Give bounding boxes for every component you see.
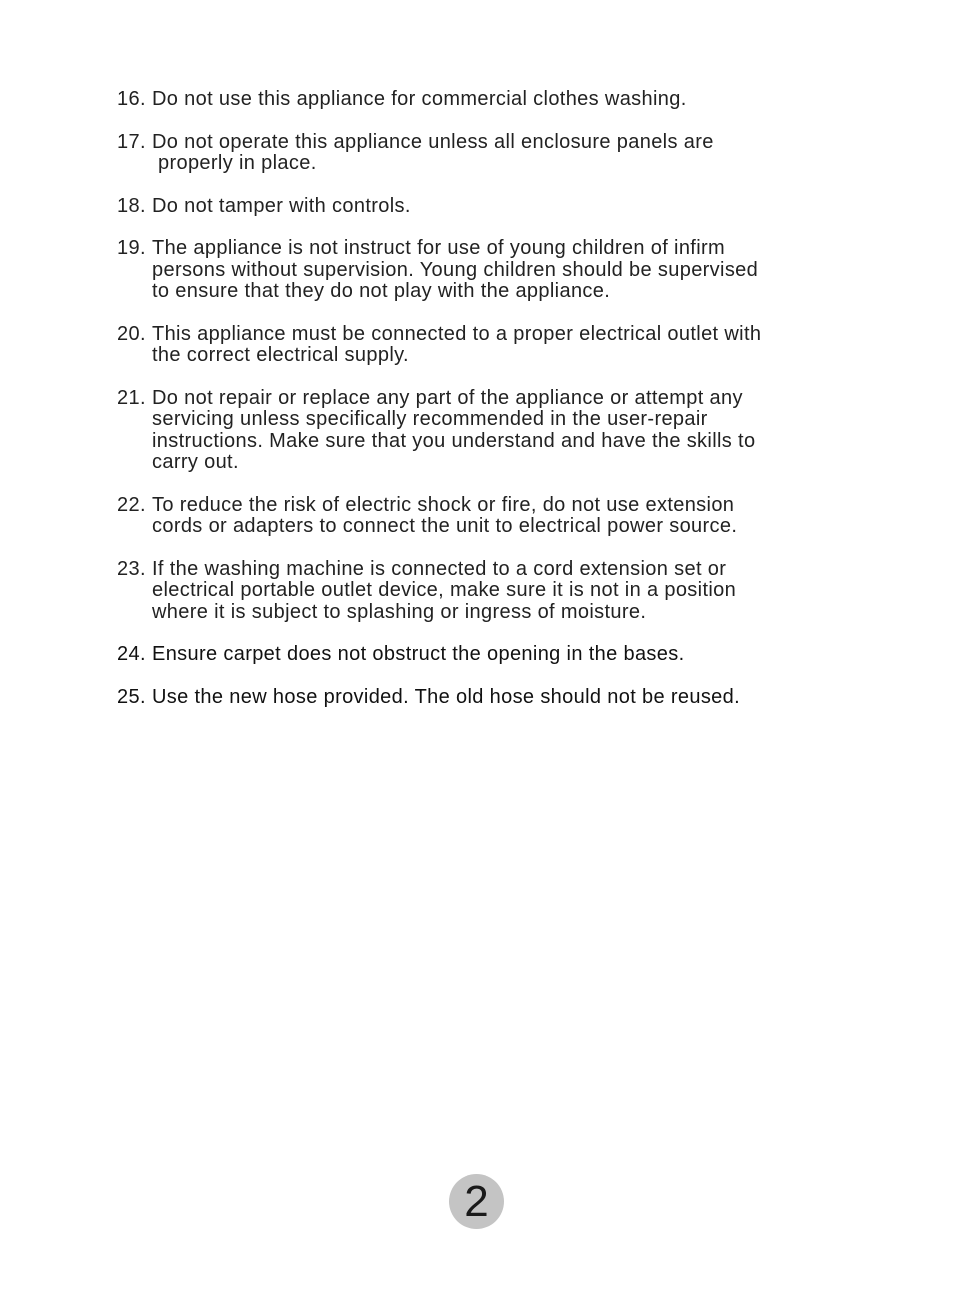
- item-text-line: properly in place.: [158, 152, 317, 174]
- list-item-16: [117, 89, 847, 111]
- item-text: [152, 559, 847, 624]
- item-text-line: carry out.: [152, 451, 239, 473]
- item-text-line: To reduce the risk of electric shock or fire, do not use extension: [152, 493, 735, 516]
- item-text: [152, 324, 847, 367]
- item-text-line: servicing unless specifically recommended in the user-repair: [152, 408, 708, 430]
- item-text-line: electrical portable outlet device, make sure it is not in a position: [152, 579, 737, 601]
- item-text: [152, 238, 847, 303]
- item-number: 23.: [117, 557, 146, 580]
- list-item-23: [117, 559, 847, 624]
- list-item-25: [117, 687, 847, 709]
- item-text-line: This appliance must be connected to a proper electrical outlet with: [152, 322, 762, 345]
- item-number: 18.: [117, 194, 146, 217]
- item-text-line: The appliance is not instruct for use of young children of infirm: [152, 237, 726, 259]
- list-item-24: [117, 644, 847, 666]
- list-item-22: [117, 495, 847, 538]
- item-number: 24.: [117, 643, 146, 665]
- item-text: [152, 495, 847, 538]
- item-number: 21.: [117, 386, 146, 409]
- list-item-17: [117, 132, 847, 175]
- item-text-line: Ensure carpet does not obstruct the opening in the bases.: [152, 643, 685, 665]
- item-text: [152, 196, 847, 218]
- item-text: [152, 388, 847, 474]
- item-number: 25.: [117, 685, 146, 708]
- item-text-line: to ensure that they do not play with the appliance.: [152, 280, 611, 302]
- item-text: [152, 132, 847, 175]
- list-item-19: [117, 238, 847, 303]
- item-text-line: instructions. Make sure that you understand and have the skills to: [152, 429, 756, 452]
- list-item-20: [117, 324, 847, 367]
- item-text-line: Do not use this appliance for commercial clothes washing.: [152, 88, 687, 110]
- item-number: 20.: [117, 322, 146, 345]
- item-text-line: Do not repair or replace any part of the appliance or attempt any: [152, 386, 743, 409]
- item-text-line: cords or adapters to connect the unit to electrical power source.: [152, 515, 738, 537]
- item-text-line: persons without supervision. Young children should be supervised: [152, 258, 759, 281]
- item-number: 16.: [117, 88, 146, 110]
- item-number: 19.: [117, 237, 146, 259]
- item-number: 22.: [117, 493, 146, 516]
- item-number: 17.: [117, 130, 146, 153]
- item-text-line: If the washing machine is connected to a cord extension set or: [152, 557, 727, 580]
- item-text-line: Use the new hose provided. The old hose should not be reused.: [152, 685, 741, 708]
- item-text: [152, 89, 847, 111]
- item-text: [152, 644, 847, 666]
- item-text-line: Do not operate this appliance unless all enclosure panels are: [152, 130, 714, 153]
- item-text-line: where it is subject to splashing or ingress of moisture.: [152, 600, 647, 623]
- page-number-badge: 2: [449, 1174, 504, 1229]
- item-text-line: the correct electrical supply.: [152, 344, 409, 366]
- item-text: [152, 687, 847, 709]
- item-text-line: Do not tamper with controls.: [152, 194, 411, 217]
- list-item-21: [117, 388, 847, 474]
- list-item-18: [117, 196, 847, 218]
- safety-instructions-list: [117, 89, 847, 729]
